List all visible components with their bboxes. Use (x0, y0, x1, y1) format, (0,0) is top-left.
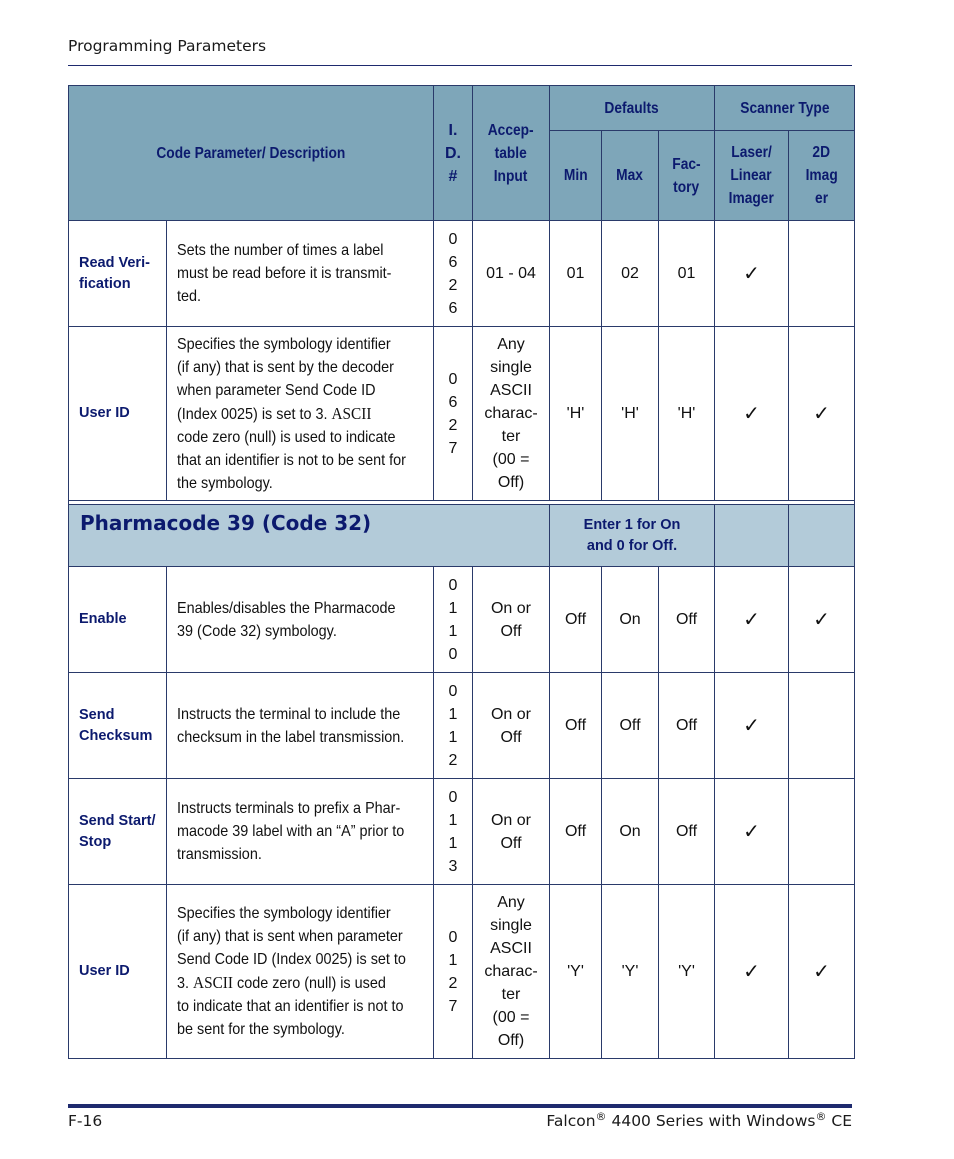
acceptable-input: 01 - 04 (473, 221, 550, 327)
table-row (69, 885, 855, 1059)
parameter-description: Enables/disables the Pharmacode 39 (Code 32) symbology. (167, 567, 434, 673)
acceptable-input: On or Off (473, 779, 550, 885)
header-2d-imager: 2D Imag er (789, 131, 855, 221)
parameter-id: 0 1 1 2 (434, 673, 473, 779)
header-factory: Fac- tory (659, 131, 715, 221)
default-factory: Off (659, 567, 715, 673)
section-empty-cell (715, 505, 789, 567)
2d-check-icon: ✓ (789, 885, 855, 1059)
parameter-name: Send Checksum (69, 673, 167, 779)
header-code-parameter: Code Parameter/ Description (69, 86, 434, 221)
table-row (69, 779, 855, 885)
default-min: Off (550, 673, 602, 779)
parameters-table (68, 85, 855, 1059)
running-head: Programming Parameters (68, 37, 267, 55)
parameter-id: 0 6 2 6 (434, 221, 473, 327)
default-factory: 01 (659, 221, 715, 327)
2d-check-icon: ✓ (789, 327, 855, 501)
laser-check-icon: ✓ (715, 673, 789, 779)
2d-check-icon (789, 221, 855, 327)
header-scanner-type: Scanner Type (715, 86, 855, 131)
2d-check-icon (789, 673, 855, 779)
page-number: F-16 (68, 1112, 103, 1130)
header-acceptable-input: Accep- table Input (473, 86, 550, 221)
top-rule (68, 65, 852, 66)
header-laser-linear-imager: Laser/ Linear Imager (715, 131, 789, 221)
default-max: On (602, 779, 659, 885)
default-max: 'H' (602, 327, 659, 501)
header-id: I. D. # (434, 86, 473, 221)
default-factory: 'Y' (659, 885, 715, 1059)
section-note: Enter 1 for On and 0 for Off. (550, 505, 715, 567)
acceptable-input: On or Off (473, 567, 550, 673)
acceptable-input: Any single ASCII charac- ter (00 = Off) (473, 885, 550, 1059)
table-row (69, 327, 855, 501)
parameter-description: Instructs terminals to prefix a Phar- macode 39 label with an “A” prior to transmission. (167, 779, 434, 885)
parameter-description: Specifies the symbology identifier (if any) that is sent when parameter Send Code ID (Index 0025) is set to 3. ASCII code zero (null) is used to indicate that an identifier is not to be sent for the symbology. (167, 885, 434, 1059)
default-factory: Off (659, 673, 715, 779)
laser-check-icon: ✓ (715, 221, 789, 327)
laser-check-icon: ✓ (715, 567, 789, 673)
parameter-description: Sets the number of times a label must be read before it is transmit- ted. (167, 221, 434, 327)
default-max: 'Y' (602, 885, 659, 1059)
default-max: 02 (602, 221, 659, 327)
parameter-id: 0 1 1 3 (434, 779, 473, 885)
default-max: On (602, 567, 659, 673)
parameter-description: Instructs the terminal to include the checksum in the label transmission. (167, 673, 434, 779)
parameter-name: User ID (69, 885, 167, 1059)
laser-check-icon: ✓ (715, 327, 789, 501)
parameter-name: Send Start/ Stop (69, 779, 167, 885)
parameter-id: 0 1 2 7 (434, 885, 473, 1059)
header-min: Min (550, 131, 602, 221)
parameter-name: User ID (69, 327, 167, 501)
parameter-id: 0 6 2 7 (434, 327, 473, 501)
section-empty-cell (789, 505, 855, 567)
table-row (69, 673, 855, 779)
acceptable-input: On or Off (473, 673, 550, 779)
parameter-name: Read Veri- fication (69, 221, 167, 327)
section-header-row (69, 505, 855, 567)
default-min: Off (550, 779, 602, 885)
bottom-rule (68, 1104, 852, 1108)
default-max: Off (602, 673, 659, 779)
acceptable-input: Any single ASCII charac- ter (00 = Off) (473, 327, 550, 501)
laser-check-icon: ✓ (715, 779, 789, 885)
default-min: 'Y' (550, 885, 602, 1059)
header-defaults: Defaults (550, 86, 715, 131)
default-min: Off (550, 567, 602, 673)
section-title: Pharmacode 39 (Code 32) (69, 505, 550, 567)
2d-check-icon: ✓ (789, 567, 855, 673)
laser-check-icon: ✓ (715, 885, 789, 1059)
2d-check-icon (789, 779, 855, 885)
header-max: Max (602, 131, 659, 221)
default-min: 'H' (550, 327, 602, 501)
parameter-id: 0 1 1 0 (434, 567, 473, 673)
parameter-description: Specifies the symbology identifier (if any) that is sent by the decoder when parameter Send Code ID (Index 0025) is set to 3. ASCII code zero (null) is used to indicate that an identifier is not to be sent for the symbology. (167, 327, 434, 501)
default-min: 01 (550, 221, 602, 327)
default-factory: 'H' (659, 327, 715, 501)
default-factory: Off (659, 779, 715, 885)
parameter-name: Enable (69, 567, 167, 673)
table-row (69, 221, 855, 327)
product-title: Falcon® 4400 Series with Windows® CE (546, 1109, 852, 1130)
table-row (69, 567, 855, 673)
